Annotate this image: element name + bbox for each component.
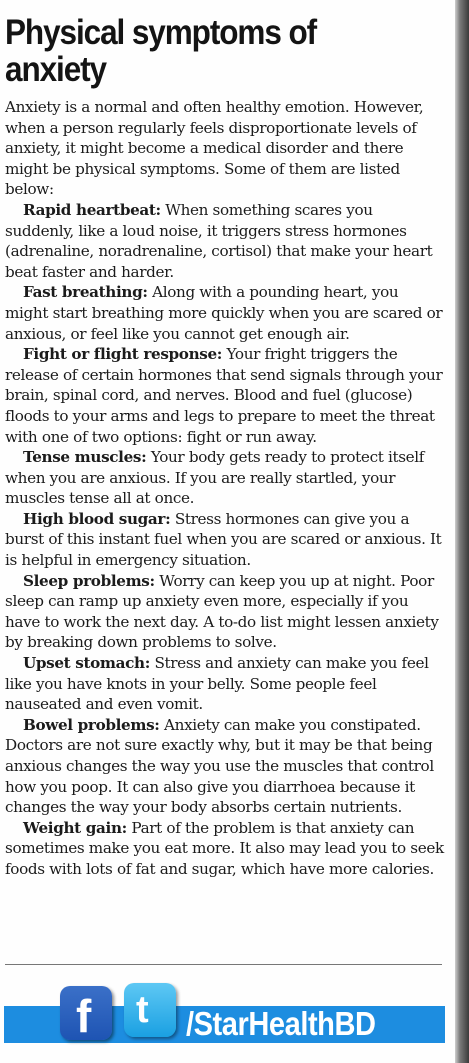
- section-lead: Bowel problems:: [23, 715, 160, 734]
- section-lead: Tense muscles:: [23, 448, 147, 467]
- section-lead: Upset stomach:: [23, 654, 150, 673]
- intro-paragraph: Anxiety is a normal and often healthy emotion. However, when a person regularly feels disproportionate levels of anxiety, it might become a medical disorder and there might be physical symptoms. Some of them are listed below:: [5, 98, 424, 199]
- facebook-icon[interactable]: [60, 986, 112, 1040]
- article: [5, 14, 445, 880]
- section-text: Your body gets ready to protect itself when you are anxious. If you are really startled, your muscles tense all at once.: [5, 448, 425, 508]
- section-text: Stress hormones can give you a burst of this instant fuel when you are scared or anxious. It is helpful in emergency situation.: [5, 509, 442, 570]
- section-lead: High blood sugar:: [23, 509, 171, 528]
- section-text: Your fright triggers the release of certain hormones that send signals through your brain, spinal cord, and nerves. Blood and fuel (glucose) floods to your arms and legs to prepare to meet the threat with one of two options: fight or run away.: [5, 345, 443, 446]
- section-sleep-problems: [5, 571, 445, 653]
- page-edge-shadow: [455, 0, 469, 1063]
- section-tense-muscles: [5, 447, 445, 509]
- section-text: Along with a pounding heart, you might start breathing more quickly when you are scared or anxious, or feel like you cannot get enough air.: [5, 283, 443, 343]
- section-upset-stomach: [5, 653, 445, 715]
- section-lead: Fight or flight response:: [23, 345, 223, 364]
- section-text: Anxiety can make you constipated. Doctors are not sure exactly why, but it may be that being anxious changes the way you use the muscles that control how you poop. It can also give you diarrhoea because it changes the way your body absorbs certain nutrients.: [5, 715, 434, 817]
- divider: [5, 964, 442, 965]
- section-text: Part of the problem is that anxiety can sometimes make you eat more. It also may lead you to seek foods with lots of fat and sugar, which have more calories.: [5, 818, 444, 878]
- twitter-glyph: t: [136, 989, 149, 1031]
- section-rapid-heartbeat: [5, 200, 445, 282]
- section-bowel-problems: [5, 715, 445, 818]
- title-line-1: Physical symptoms of: [5, 13, 317, 52]
- section-text: Stress and anxiety can make you feel like you have knots in your belly. Some people feel nauseated and even vomit.: [5, 654, 429, 714]
- section-high-blood-sugar: [5, 509, 445, 571]
- title-line-2: anxiety: [5, 50, 107, 89]
- facebook-glyph: f: [76, 990, 92, 1042]
- section-fight-or-flight: [5, 344, 445, 447]
- section-weight-gain: [5, 818, 445, 880]
- article-title: [5, 14, 446, 88]
- section-lead: Sleep problems:: [23, 571, 155, 590]
- section-fast-breathing: [5, 282, 445, 344]
- twitter-icon[interactable]: [124, 983, 176, 1037]
- social-handle[interactable]: /StarHealthBD: [186, 1005, 376, 1042]
- section-text: When something scares you suddenly, like a loud noise, it triggers stress hormones (adrenaline, noradrenaline, cortisol) that make your heart beat faster and harder.: [5, 200, 433, 281]
- section-lead: Weight gain:: [23, 818, 127, 837]
- section-lead: Fast breathing:: [23, 283, 148, 302]
- section-text: Worry can keep you up at night. Poor sleep can ramp up anxiety even more, especially if you have to work the next day. A to-do list might lessen anxiety by breaking down problems to solve.: [5, 571, 439, 652]
- section-lead: Rapid heartbeat:: [23, 200, 161, 219]
